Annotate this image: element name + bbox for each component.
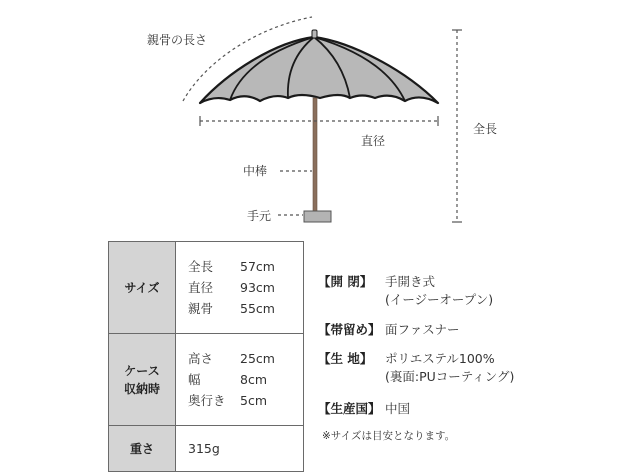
- umbrella-canopy: [200, 37, 438, 103]
- spec-line: 親骨 55cm: [188, 301, 275, 316]
- spec-table: [108, 241, 304, 472]
- umbrella-tip: [312, 30, 317, 38]
- spec-line: 全長 57cm: [188, 259, 275, 274]
- size-note: ※サイズは目安となります。: [322, 430, 456, 442]
- size-title: サイズ: [124, 280, 160, 295]
- spec-line: 直径 93cm: [188, 280, 275, 295]
- rib-length-label: 親骨の長さ: [147, 33, 208, 47]
- diameter-label: 直径: [361, 134, 386, 148]
- handle-label: 手元: [247, 209, 272, 223]
- shaft-label: 中棒: [243, 164, 268, 178]
- size-header: [109, 242, 176, 334]
- weight-value-cell: [176, 426, 304, 472]
- case-row: [109, 334, 304, 426]
- case-title-line2: 収納時: [123, 381, 160, 396]
- case-values: [176, 334, 304, 426]
- umbrella-diagram: [0, 0, 640, 235]
- size-row: [109, 242, 304, 334]
- case-header: [109, 334, 176, 426]
- weight-header: [109, 426, 176, 472]
- case-title-line1: ケース: [124, 363, 160, 378]
- umbrella-handle: [304, 211, 331, 222]
- spec-line: 高さ 25cm: [188, 351, 275, 366]
- umbrella-shaft: [313, 98, 317, 212]
- weight-title: 重さ: [129, 441, 154, 456]
- weight-value: 315g: [188, 441, 220, 456]
- spec-line: 幅 8cm: [188, 372, 268, 387]
- spec-line: 奥行き 5cm: [188, 393, 268, 408]
- weight-row: [109, 426, 304, 472]
- total-length-label: 全長: [473, 122, 498, 136]
- umbrella-illustration: [0, 0, 640, 235]
- size-values: [176, 242, 304, 334]
